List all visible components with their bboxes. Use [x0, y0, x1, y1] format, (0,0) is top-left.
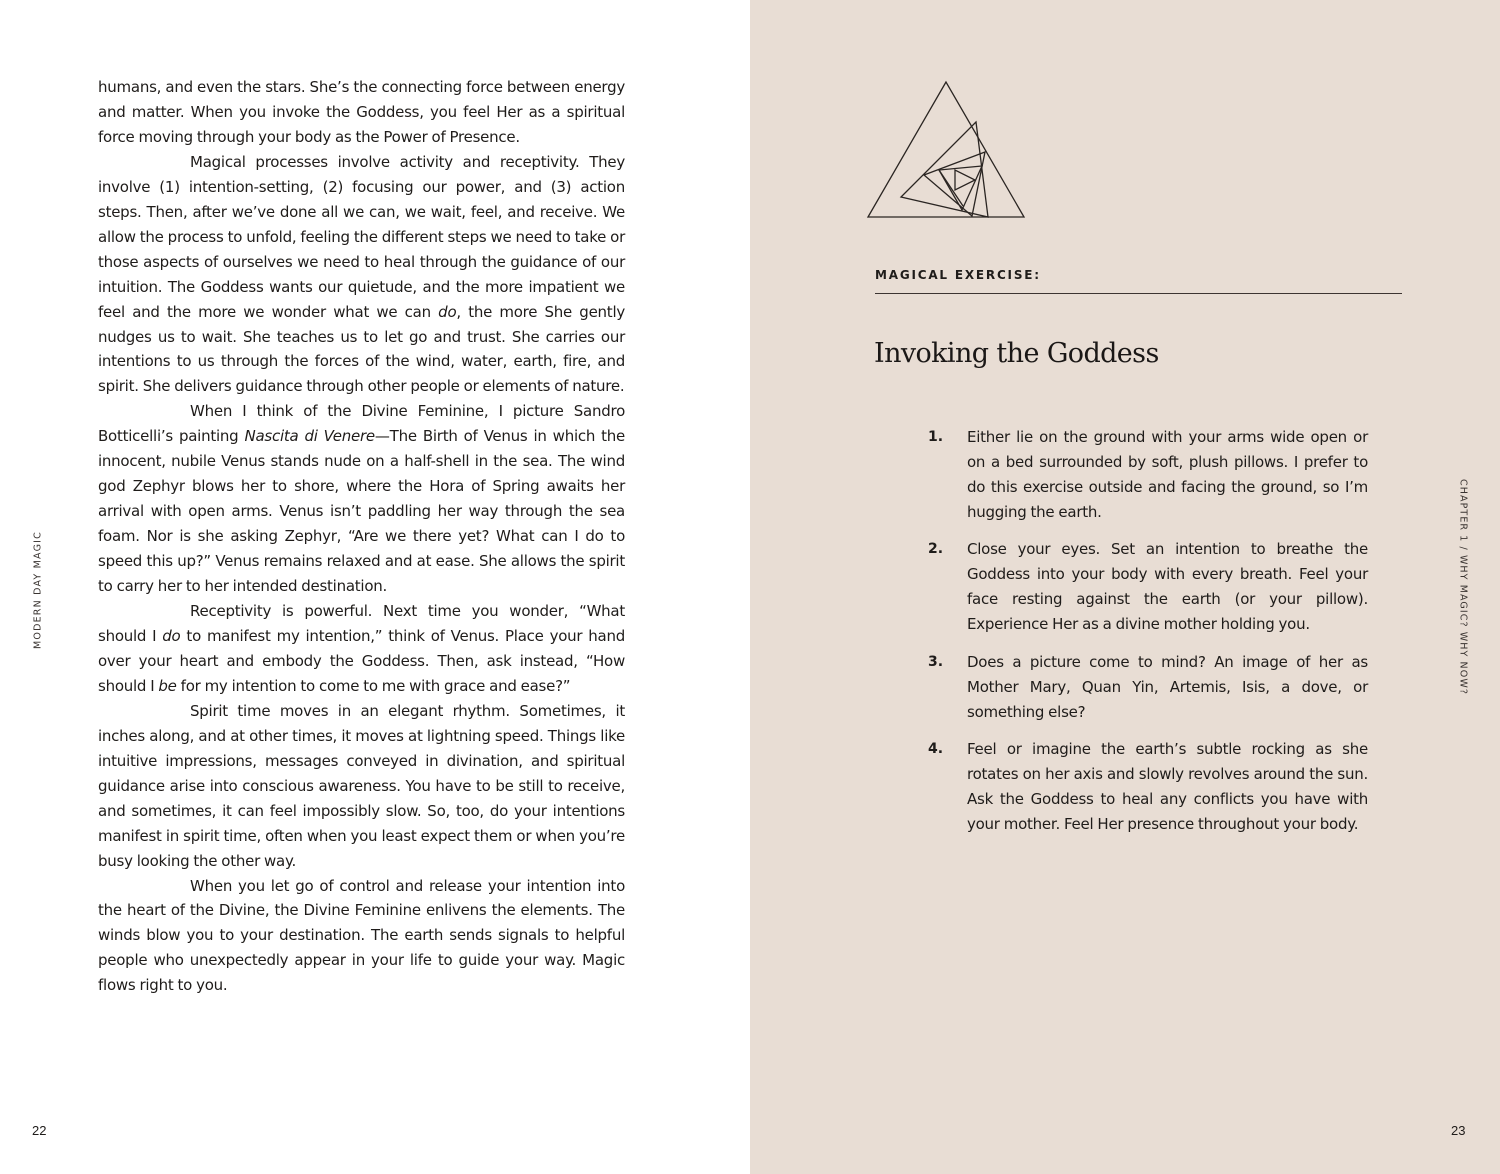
- divider: [875, 293, 1402, 294]
- emphasis-text: Nascita di Venere: [244, 427, 375, 446]
- step-item: [928, 425, 1368, 525]
- paragraph: [98, 150, 625, 400]
- paragraph: [98, 75, 625, 150]
- step-item: [928, 737, 1368, 837]
- paragraph-text: Magical processes involve activity and receptivity. They involve (1) intention-setting, (2) focusing our power, and (3) action steps. Then, after we’ve done all we can, we wait, feel, and receive. We allow the process to unfold, feeling the different steps we need to take or those aspects of ourselves we need to heal through the guidance of our intuition. The Goddess wants our quietude, and the more impatient we feel and the more we wonder what we can: [98, 152, 625, 321]
- paragraph-text: When you let go of control and release your intention into the heart of the Divine, the Divine Feminine enlivens the elements. The winds blow you to your destination. The earth sends signals to helpful people who unexpectedly appear in your life to guide your way. Magic flows right to you.: [98, 876, 625, 995]
- page-number-right: 23: [1451, 1123, 1466, 1138]
- paragraph: [98, 399, 625, 599]
- page-number-left: 22: [32, 1123, 47, 1138]
- exercise-title: Invoking the Goddess: [874, 338, 1159, 369]
- step-text: Close your eyes. Set an intention to breathe the Goddess into your body with every breath. Feel your face resting against the earth (or your pillow). Experience Her as a divine mother holding you.: [967, 540, 1368, 634]
- step-item: [928, 650, 1368, 725]
- exercise-steps: [928, 425, 1368, 849]
- paragraph-text: humans, and even the stars. She’s the connecting force between energy and matter. When you invoke the Goddess, you feel Her as a spiritual force moving through your body as the Power of Presence.: [98, 78, 625, 146]
- emphasis-text: do: [162, 626, 181, 645]
- running-head-right: CHAPTER 1 / WHY MAGIC? WHY NOW?: [1457, 479, 1469, 695]
- step-item: [928, 537, 1368, 637]
- step-number: 3.: [928, 653, 944, 670]
- step-number: 2.: [928, 541, 944, 558]
- body-text: [98, 75, 625, 998]
- paragraph-text: When I think of the Divine Feminine, I picture Sandro Botticelli’s painting: [98, 402, 625, 446]
- exercise-label: MAGICAL EXERCISE:: [875, 268, 1041, 282]
- step-text: Either lie on the ground with your arms wide open or on a bed surrounded by soft, plush pillows. I prefer to do this exercise outside and facing the ground, so I’m hugging the earth.: [967, 428, 1368, 521]
- paragraph-text: Receptivity is powerful. Next time you wonder, “What should I: [98, 602, 625, 645]
- paragraph-text: to manifest my intention,” think of Venus. Place your hand over your heart and embody the Goddess. Then, ask instead, “How should I: [98, 626, 625, 695]
- paragraph: [98, 699, 625, 874]
- paragraph-text: for my intention to come to me with grace and ease?”: [176, 676, 571, 695]
- paragraph-text: , the more She gently nudges us to wait. She teaches us to let go and trust. She carries our intentions to us through the forces of the wind, water, earth, fire, and spirit. She delivers guidance through other people or elements of nature.: [98, 302, 625, 396]
- paragraph: [98, 874, 625, 999]
- running-head-left: MODERN DAY MAGIC: [32, 531, 44, 649]
- emphasis-text: be: [158, 676, 177, 695]
- step-number: 4.: [928, 740, 944, 757]
- spiral-triangle-icon: [865, 80, 1027, 220]
- spiral-triangle-outer: [868, 82, 1024, 217]
- emphasis-text: do: [438, 302, 457, 321]
- paragraph-text: Spirit time moves in an elegant rhythm. Sometimes, it inches along, and at other times, it moves at lightning speed. Things like intuitive impressions, messages conveyed in divination, and spiritual guidance arise into conscious awareness. You have to be still to receive, and sometimes, it can feel impossibly slow. So, too, do your intentions manifest in spirit time, often when you least expect them or when you’re busy looking the other way.: [98, 701, 625, 870]
- paragraph: [98, 599, 625, 699]
- step-text: Feel or imagine the earth’s subtle rocking as she rotates on her axis and slowly revolves around the sun. Ask the Goddess to heal any conflicts you have with your mother. Feel Her presence throughout your body.: [967, 739, 1368, 833]
- paragraph-text: —The Birth of Venus in which the innocent, nubile Venus stands nude on a half-shell in the sea. The wind god Zephyr blows her to shore, where the Hora of Spring awaits her arrival with open arms. Venus isn’t paddling her way through the sea foam. Nor is she asking Zephyr, “Are we there yet? What can I do to speed this up?” Venus remains relaxed and at ease. She allows the spirit to carry her to her intended destination.: [98, 427, 626, 596]
- step-text: Does a picture come to mind? An image of her as Mother Mary, Quan Yin, Artemis, Isis, a dove, or something else?: [967, 652, 1368, 721]
- step-number: 1.: [928, 429, 944, 445]
